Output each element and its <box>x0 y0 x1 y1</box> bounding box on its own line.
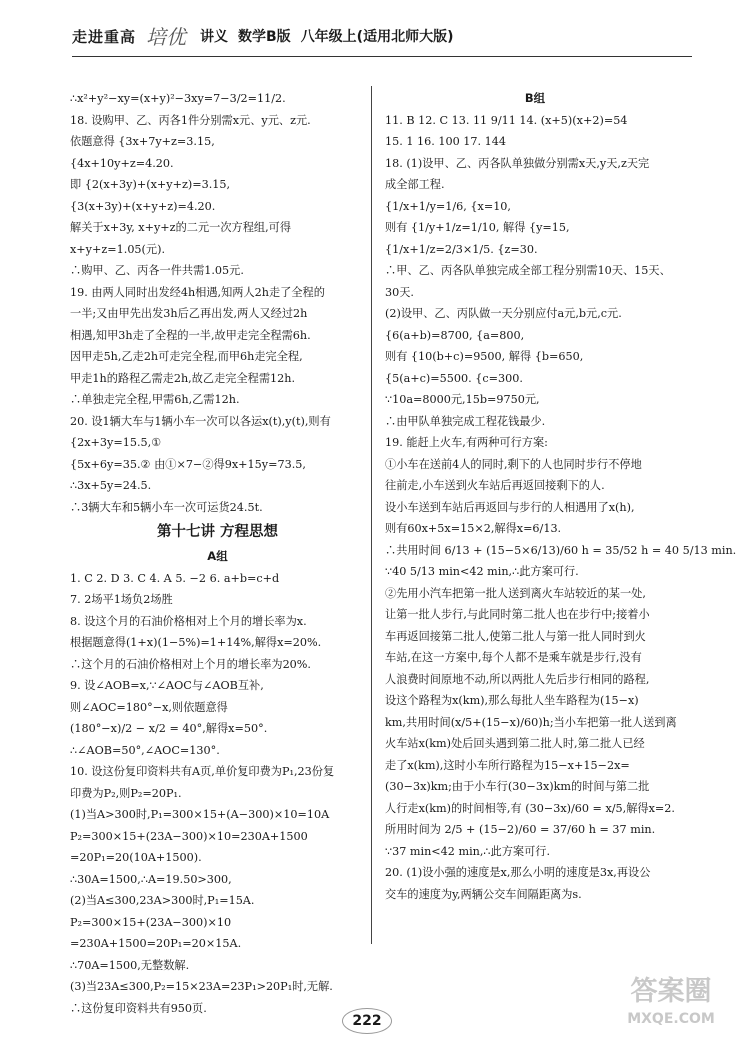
answer-line: {6(a+b)=8700, {a=800, <box>385 328 525 342</box>
answer-line: =230A+1500=20P₁=20×15A. <box>70 937 242 950</box>
answer-line: ∴70A=1500,无整数解. <box>70 958 190 972</box>
answer-line: {3(x+3y)+(x+y+z)=4.20. <box>70 199 216 213</box>
answer-line: 依题意得 {3x+7y+z=3.15, <box>70 135 215 148</box>
answer-line: 10. 设这份复印资料共有A页,单价复印费为P₁,23份复 <box>70 765 335 778</box>
header-edition: 数学B版 <box>238 29 291 45</box>
column-divider <box>371 86 372 944</box>
answer-line: 则有 {10(b+c)=9500, 解得 {b=650, <box>385 350 584 363</box>
answer-line: P₂=300×15+(23A−300)×10 <box>70 915 232 929</box>
answer-line: {1/x+1/z=2/3×1/5. {z=30. <box>385 242 538 256</box>
answer-line: ∴由甲队单独完成工程花钱最少. <box>385 414 546 428</box>
answer-line: 30天. <box>385 285 414 299</box>
answer-line: ∴3x+5y=24.5. <box>70 479 152 492</box>
answer-line: P₂=300×15+(23A−300)×10=230A+1500 <box>70 829 308 843</box>
watermark-logo: 答案圈 <box>630 976 712 1007</box>
answer-line: 9. 设∠AOB=x,∵∠AOC与∠AOB互补, <box>70 679 264 692</box>
answer-line: 解关于x+3y, x+y+z的二元一次方程组,可得 <box>70 221 292 234</box>
answer-line: 一半;又由甲先出发3h后乙再出发,两人又经过2h <box>70 307 308 320</box>
answer-line: 18. (1)设甲、乙、丙各队单独做分别需x天,y天,z天完 <box>385 156 650 170</box>
answer-line: ∴这份复印资料共有950页. <box>70 1001 207 1015</box>
answer-line: 11. B 12. C 13. 11 9/11 14. (x+5)(x+2)=54 <box>385 113 628 127</box>
header-subject: 讲义 <box>200 29 229 45</box>
answer-line: 19. 由两人同时出发经4h相遇,知两人2h走了全程的 <box>70 285 325 299</box>
section-title: 第十七讲 方程思想 <box>156 524 279 540</box>
answer-line: 让第一批人步行,与此同时第二批人也在步行中;接着小 <box>385 608 650 621</box>
answer-line: ∴购甲、乙、丙各一件共需1.05元. <box>70 264 244 277</box>
answer-line: ∴x²+y²−xy=(x+y)²−3xy=7−3/2=11/2. <box>70 92 286 105</box>
answer-line: =20P₁=20(10A+1500). <box>70 851 202 864</box>
answer-line: ∴单独走完全程,甲需6h,乙需12h. <box>70 393 240 406</box>
answer-line: 走了x(km),这时小车所行路程为15−x+15−2x= <box>385 758 630 772</box>
answer-line: 则∠AOC=180°−x,则依题意得 <box>70 700 228 714</box>
answer-line: 15. 1 16. 100 17. 144 <box>385 135 506 148</box>
brand-script-logo: 培优 <box>146 25 187 49</box>
answer-line: (2)当A≤300,23A>300时,P₁=15A. <box>70 894 255 907</box>
answer-line: ∴共用时间 6/13 + (15−5×6/13)/60 h = 35/52 h = 40 5/13 min. <box>385 543 737 557</box>
answer-line: ∵40 5/13 min<42 min,∴此方案可行. <box>385 565 579 578</box>
answer-line: ①小车在送前4人的同时,剩下的人也同时步行不停地 <box>385 457 642 471</box>
answer-line: 设小车送到车站后再返回与步行的人相遇用了x(h), <box>385 500 635 514</box>
answer-line: 印费为P₂,则P₂=20P₁. <box>70 786 182 800</box>
answer-line: 相遇,知甲3h走了全程的一半,故甲走完全程需6h. <box>70 328 311 342</box>
brand-title: 走进重高 <box>72 27 137 46</box>
answer-line: 所用时间为 2/5 + (15−2)/60 = 37/60 h = 37 min. <box>385 823 656 836</box>
answer-line: 往前走,小车送到火车站后再返回接剩下的人. <box>385 479 605 492</box>
group-b-label: B组 <box>524 91 546 105</box>
answer-line: ∵10a=8000元,15b=9750元, <box>385 393 540 406</box>
answer-line: {2x+3y=15.5,① <box>70 436 162 449</box>
answer-line: ∴甲、乙、丙各队单独完成全部工程分别需10天、15天、 <box>385 264 671 277</box>
watermark <box>596 974 746 1044</box>
answer-line: 设这个路程为x(km),那么每批人坐车路程为(15−x) <box>385 694 639 707</box>
answer-line: 8. 设这个月的石油价格相对上个月的增长率为x. <box>70 614 307 628</box>
answer-line: 则有 {1/y+1/z=1/10, 解得 {y=15, <box>385 221 570 234</box>
header-rule <box>72 56 692 57</box>
answer-line: 甲走1h的路程乙需走2h,故乙走完全程需12h. <box>70 371 296 385</box>
right-column <box>385 88 737 905</box>
answer-line: 人行走x(km)的时间相等,有 (30−3x)/60 = x/5,解得x=2. <box>385 801 675 815</box>
answer-line: {4x+10y+z=4.20. <box>70 156 174 170</box>
header-grade: 八年级上(适用北师大版) <box>300 29 454 45</box>
watermark-url: MXQE.COM <box>627 1011 715 1027</box>
answer-line: ②先用小汽车把第一批人送到离火车站较近的某一处, <box>385 586 646 600</box>
answer-line: (180°−x)/2 − x/2 = 40°,解得x=50°. <box>70 722 268 735</box>
answer-line: {5(a+c)=5500. {c=300. <box>385 371 523 385</box>
answer-line: ∵37 min<42 min,∴此方案可行. <box>385 844 551 858</box>
answer-line: (1)当A>300时,P₁=300×15+(A−300)×10=10A <box>70 808 330 821</box>
answer-line: x+y+z=1.05(元). <box>70 242 166 256</box>
answer-line: 火车站x(km)处后回头遇到第二批人时,第二批人已经 <box>385 737 645 750</box>
answer-line: (2)设甲、乙、丙队做一天分别应付a元,b元,c元. <box>385 307 622 320</box>
answer-line: 则有60x+5x=15×2,解得x=6/13. <box>385 522 562 535</box>
answer-line: 18. 设购甲、乙、丙各1件分别需x元、y元、z元. <box>70 113 311 127</box>
answer-line: {1/x+1/y=1/6, {x=10, <box>385 199 511 213</box>
answer-line: 人浪费时间原地不动,所以两批人先后步行相同的路程, <box>385 672 650 686</box>
answer-line: (3)当23A≤300,P₂=15×23A=23P₁>20P₁时,无解. <box>70 980 333 993</box>
answer-line: 交车的速度为y,两辆公交车间隔距离为s. <box>385 887 582 901</box>
answer-line: 7. 2场平1场负2场胜 <box>70 593 173 606</box>
answer-line: {5x+6y=35.② 由①×7−②得9x+15y=73.5, <box>70 457 306 471</box>
left-column <box>70 88 365 1019</box>
answer-line: 即 {2(x+3y)+(x+y+z)=3.15, <box>70 178 231 191</box>
answer-line: ∴30A=1500,∴A=19.50>300, <box>70 872 232 886</box>
answer-line: ∴∠AOB=50°,∠AOC=130°. <box>70 743 220 757</box>
page-number: 222 <box>342 1008 392 1034</box>
answer-line: 成全部工程. <box>385 178 445 191</box>
answer-line: (30−3x)km;由于小车行(30−3x)km的时间与第二批 <box>385 780 650 793</box>
group-a-label: A组 <box>207 549 228 563</box>
answer-line: 20. (1)设小强的速度是x,那么小明的速度是3x,再设公 <box>385 866 651 879</box>
page-header <box>72 22 692 52</box>
answer-line: 20. 设1辆大车与1辆小车一次可以各运x(t),y(t),则有 <box>70 414 331 428</box>
answer-line: ∴3辆大车和5辆小车一次可运货24.5t. <box>70 500 263 514</box>
answer-line: 根据题意得(1+x)(1−5%)=1+14%,解得x=20%. <box>70 636 322 649</box>
answer-line: 1. C 2. D 3. C 4. A 5. −2 6. a+b=c+d <box>70 571 280 585</box>
answer-line: 19. 能赶上火车,有两种可行方案: <box>385 436 548 449</box>
answer-line: ∴这个月的石油价格相对上个月的增长率为20%. <box>70 657 311 671</box>
answer-line: 车站,在这一方案中,每个人都不是乘车就是步行,没有 <box>385 651 642 664</box>
answer-line: 因甲走5h,乙走2h可走完全程,而甲6h走完全程, <box>70 350 303 363</box>
answer-line: 车再返回接第二批人,使第二批人与第一批人同时到火 <box>385 629 646 643</box>
answer-line: km,共用时间(x/5+(15−x)/60)h;当小车把第一批人送到离 <box>385 715 677 729</box>
